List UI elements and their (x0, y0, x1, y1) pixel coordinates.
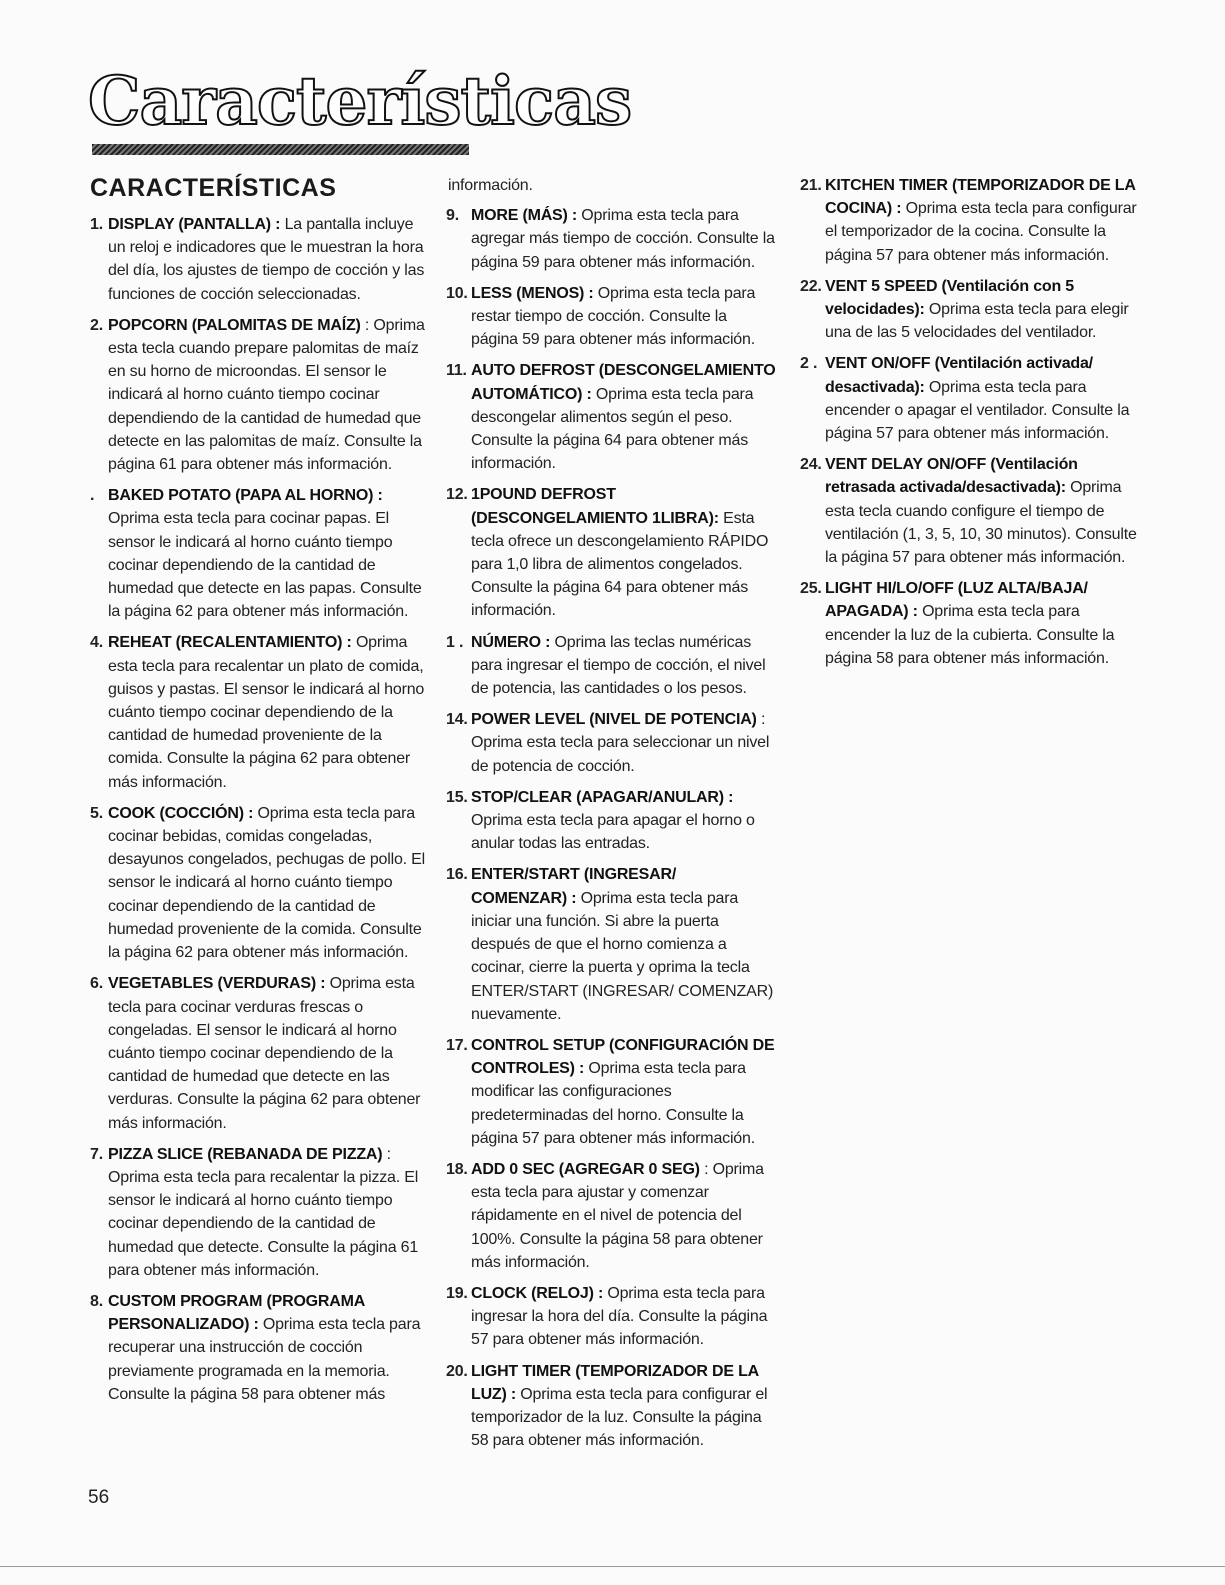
feature-description: Oprima esta tecla para descongelar alimentos según el peso. Consulte la página 64 para obtener más información. (471, 385, 754, 473)
feature-label: STOP/CLEAR (APAGAR/ANULAR) : (471, 788, 734, 806)
feature-description: : Oprima esta tecla cuando prepare palomitas de maíz en su horno de microondas. El sensor le indicará al horno cuánto tiempo cocinar dependiendo de la cantidad de humedad que detecte en las palomitas de maíz. Consulte la página 61 para obtener más información. (108, 316, 425, 474)
feature-label: REHEAT (RECALENTAMIENTO) : (108, 634, 352, 652)
feature-label: VENT ON/OFF (Ventilación activada/ desactivada): (825, 355, 1093, 396)
feature-description: : Oprima esta tecla para seleccionar un nivel de potencia de cocción. (471, 711, 770, 775)
feature-number: 6. (90, 975, 103, 993)
feature-item (90, 484, 425, 623)
feature-number: . (90, 487, 95, 505)
feature-item (90, 972, 425, 1134)
feature-label: BAKED POTATO (PAPA AL HORNO) : (108, 487, 383, 505)
feature-label: LIGHT HI/LO/OFF (LUZ ALTA/BAJA/ APAGADA) : (825, 580, 1088, 621)
feature-description: Oprima esta tecla para configurar el temporizador de la luz. Consulte la página 58 para obtener más información. (471, 1385, 768, 1450)
feature-label: LESS (MENOS) : (471, 284, 594, 302)
feature-label: POWER LEVEL (NIVEL DE POTENCIA) (471, 711, 757, 729)
feature-description: Oprima esta tecla para encender la luz de la cubierta. Consulte la página 58 para obtener más información. (825, 603, 1115, 667)
feature-number: 1 . (446, 633, 464, 651)
feature-item (90, 1290, 425, 1406)
feature-description: Oprima esta tecla para modificar las configuraciones predeterminadas del horno. Consulte la página 57 para obtener más información. (471, 1060, 755, 1147)
feature-item (90, 802, 425, 964)
feature-label: AUTO DEFROST (DESCONGELAMIENTO AUTOMÁTICO) : (471, 362, 776, 403)
feature-label: VENT DELAY ON/OFF (Ventilación retrasada activada/desactivada): (825, 456, 1078, 497)
feature-number: 18. (446, 1160, 468, 1178)
feature-label: MORE (MÁS) : (471, 207, 578, 225)
feature-item (446, 359, 776, 475)
feature-item (800, 453, 1140, 569)
feature-item (446, 1158, 776, 1274)
page-title: Características (88, 62, 632, 140)
feature-description: Oprima esta tecla para cocinar verduras frescas o congeladas. El sensor le indicará al horno cuánto tiempo cocinar dependiendo de la cantidad de humedad que detecte en las verduras. Consulte la página 62 para obtener más información. (108, 975, 421, 1132)
feature-item (446, 786, 776, 856)
feature-item (800, 577, 1140, 670)
bottom-rule (0, 1566, 1225, 1567)
feature-label: LIGHT TIMER (TEMPORIZADOR DE LA LUZ) : (471, 1362, 759, 1403)
feature-label: COOK (COCCIÓN) : (108, 804, 254, 822)
feature-label: CLOCK (RELOJ) : (471, 1284, 604, 1302)
feature-label: POPCORN (PALOMITAS DE MAÍZ) (108, 316, 361, 334)
feature-number: 7. (90, 1145, 103, 1163)
feature-item (446, 1282, 776, 1352)
feature-list-col2 (446, 204, 776, 1452)
column-2 (446, 174, 776, 1460)
feature-number: 10. (446, 284, 468, 302)
feature-item (446, 1360, 776, 1453)
feature-number: 25. (800, 580, 822, 598)
page-number: 56 (88, 1487, 110, 1508)
feature-item (800, 352, 1140, 445)
feature-label: KITCHEN TIMER (TEMPORIZADOR DE LA COCINA) : (825, 177, 1136, 218)
feature-number: 16. (446, 866, 468, 884)
feature-item (800, 174, 1140, 267)
feature-description: Oprima esta tecla para recalentar un plato de comida, guisos y pastas. El sensor le indicará al horno cuánto tiempo cocinar dependiendo de la cantidad de humedad proveniente de la comida. Consulte la página 62 para obtener más información. (108, 634, 425, 791)
feature-description: : Oprima esta tecla para ajustar y comenzar rápidamente en el nivel de potencia del 100%. Consulte la página 58 para obtener más información. (471, 1160, 764, 1271)
title-underline-bar (92, 144, 469, 155)
feature-number: 15. (446, 788, 468, 806)
feature-number: 21. (800, 177, 822, 194)
column-1 (90, 170, 425, 1414)
feature-description: Esta tecla ofrece un descongelamiento RÁPIDO para 1,0 libra de alimentos congelados. Consulte la página 64 para obtener más información. (471, 509, 769, 620)
feature-item (90, 213, 425, 306)
feature-number: 2 . (800, 355, 818, 373)
feature-description: Oprima esta tecla cuando configure el tiempo de ventilación (1, 3, 5, 10, 30 minutos). Consulte la página 57 para obtener más información. (825, 479, 1137, 567)
feature-label: 1POUND DEFROST (DESCONGELAMIENTO 1LIBRA): (471, 486, 719, 527)
feature-description: Oprima esta tecla para iniciar una función. Si abre la puerta después de que el horno comienza a cocinar, cierre la puerta y oprima la tecla ENTER/START (INGRESAR/ COMENZAR) nuevamente. (471, 889, 774, 1023)
feature-list-col1 (90, 213, 425, 1406)
feature-item (90, 314, 425, 476)
feature-label: NÚMERO : (471, 633, 551, 651)
feature-description: La pantalla incluye un reloj e indicadores que le muestran la hora del día, los ajustes de tiempo de cocción y las funciones de cocción seleccionadas. (108, 216, 425, 303)
feature-number: 24. (800, 456, 822, 474)
feature-number: 12. (446, 486, 468, 504)
continuation-text: información. (448, 177, 533, 194)
feature-item (446, 483, 776, 622)
feature-description: Oprima esta tecla para ingresar la hora del día. Consulte la página 57 para obtener más información. (471, 1284, 768, 1349)
feature-number: 2. (90, 316, 103, 334)
feature-number: 8. (90, 1292, 103, 1310)
feature-list-col3 (800, 174, 1140, 670)
feature-description: Oprima esta tecla para configurar el temporizador de la cocina. Consulte la página 57 para obtener más información. (825, 200, 1137, 264)
feature-description: Oprima esta tecla para restar tiempo de cocción. Consulte la página 59 para obtener más información. (471, 284, 756, 349)
feature-description: Oprima esta tecla para apagar el horno o anular todas las entradas. (471, 812, 755, 853)
feature-description: Oprima esta tecla para cocinar bebidas, comidas congeladas, desayunos congelados, pechugas de pollo. El sensor le indicará al horno cuánto tiempo cocinar dependiendo de la cantidad de humedad proveniente de la comida. Consulte la página 62 para obtener más información. (108, 804, 425, 962)
section-heading: CARACTERÍSTICAS (90, 174, 337, 202)
feature-item (446, 204, 776, 274)
feature-label: PIZZA SLICE (REBANADA DE PIZZA) (108, 1145, 383, 1163)
feature-description: Oprima esta tecla para cocinar papas. El sensor le indicará al horno cuánto tiempo cocinar dependiendo de la cantidad de humedad que detecte en las papas. Consulte la página 62 para obtener más información. (108, 510, 422, 621)
feature-number: 9. (446, 207, 459, 225)
feature-description: : Oprima esta tecla para recalentar la pizza. El sensor le indicará al horno cuánto tiempo cocinar dependiendo de la cantidad de humedad que detecte. Consulte la página 61 para obtener más información. (108, 1145, 419, 1279)
feature-description: Oprima esta tecla para elegir una de las 5 velocidades del ventilador. (825, 301, 1129, 342)
feature-description: Oprima las teclas numéricas para ingresar el tiempo de cocción, el nivel de potencia, las cantidades o los pesos. (471, 633, 766, 698)
feature-item (800, 275, 1140, 345)
feature-label: ADD 0 SEC (AGREGAR 0 SEG) (471, 1160, 700, 1178)
feature-item (90, 1143, 425, 1282)
feature-label: CUSTOM PROGRAM (PROGRAMA PERSONALIZADO) : (108, 1292, 365, 1334)
feature-number: 20. (446, 1362, 468, 1380)
feature-item (446, 863, 776, 1025)
feature-label: VEGETABLES (VERDURAS) : (108, 975, 326, 993)
feature-description: Oprima esta tecla para encender o apagar el ventilador. Consulte la página 57 para obtener más información. (825, 378, 1130, 443)
feature-number: 11. (446, 362, 467, 380)
feature-label: VENT 5 SPEED (Ventilación con 5 velocidades): (825, 277, 1074, 319)
feature-label: DISPLAY (PANTALLA) : (108, 216, 281, 233)
feature-item (446, 1034, 776, 1150)
feature-number: 22. (800, 277, 822, 295)
feature-item (90, 631, 425, 793)
feature-item (446, 282, 776, 352)
column-3 (800, 174, 1140, 678)
feature-number: 17. (446, 1036, 468, 1054)
feature-label: CONTROL SETUP (CONFIGURACIÓN DE CONTROLES) : (471, 1036, 775, 1078)
feature-description: Oprima esta tecla para agregar más tiempo de cocción. Consulte la página 59 para obtener más información. (471, 207, 775, 271)
feature-number: 19. (446, 1284, 468, 1302)
feature-number: 1. (90, 216, 103, 233)
feature-number: 14. (446, 711, 468, 729)
feature-number: 5. (90, 804, 103, 822)
feature-label: ENTER/START (INGRESAR/ COMENZAR) : (471, 866, 677, 907)
feature-item (446, 708, 776, 778)
feature-item (446, 631, 776, 701)
feature-description: Oprima esta tecla para recuperar una instrucción de cocción previamente programada en la memoria. Consulte la página 58 para obtener más (108, 1316, 421, 1403)
feature-number: 4. (90, 634, 103, 652)
